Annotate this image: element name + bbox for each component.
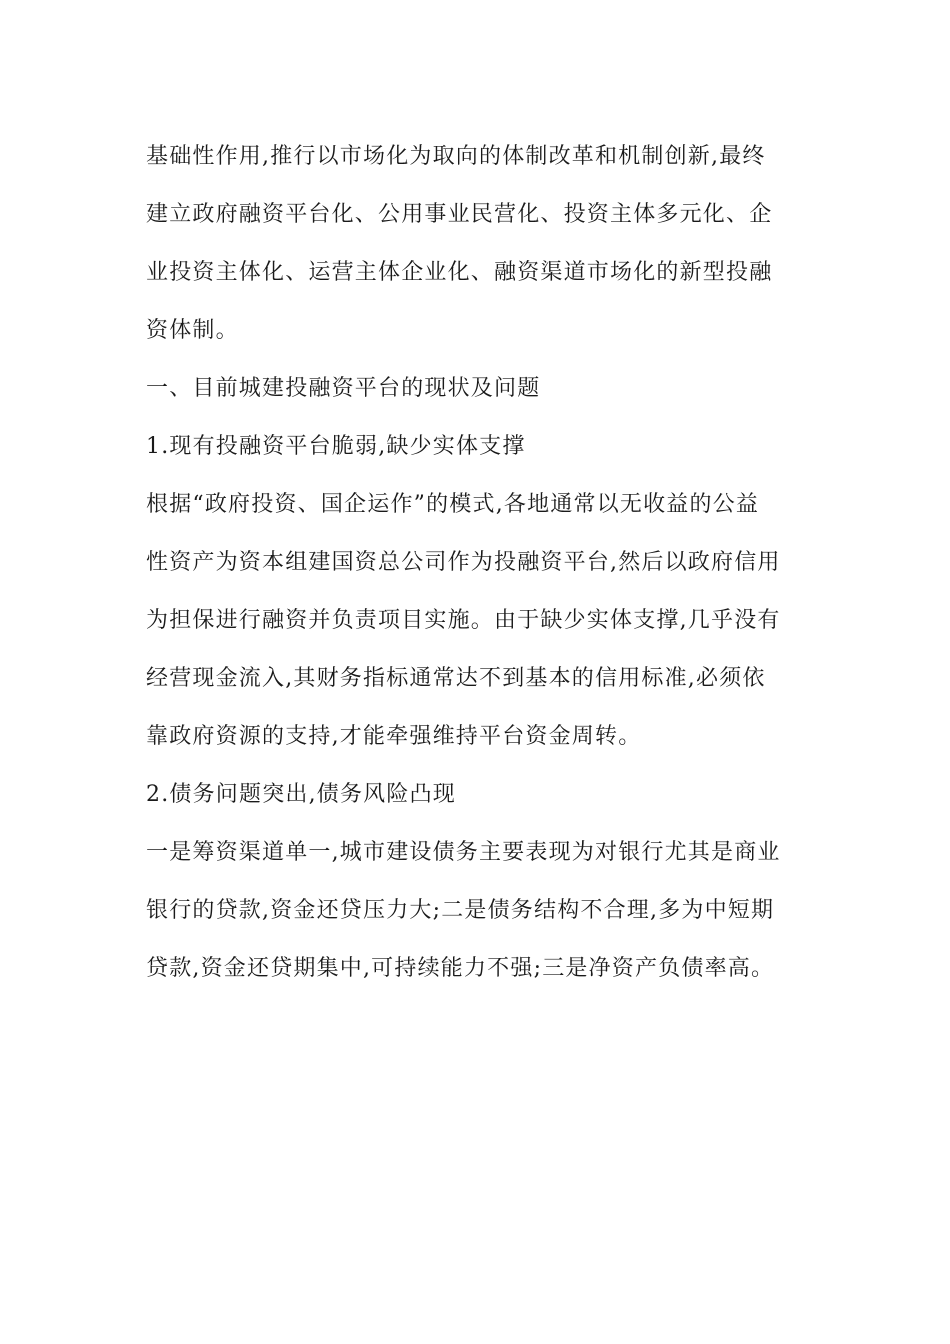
paragraph-line: 靠政府资源的支持,才能牵强维持平台资金周转。 bbox=[146, 724, 642, 749]
section-heading: 一、目前城建投融资平台的现状及问题 bbox=[146, 376, 541, 401]
paragraph-line: 基础性作用,推行以市场化为取向的体制改革和机制创新,最终 bbox=[146, 144, 766, 169]
paragraph-line: 根据“政府投资、国企运作”的模式,各地通常以无收益的公益 bbox=[146, 492, 760, 517]
subsection-heading: 1.现有投融资平台脆弱,缺少实体支撑 bbox=[146, 434, 526, 459]
paragraph-line: 一是筹资渠道单一,城市建设债务主要表现为对银行尤其是商业 bbox=[146, 840, 781, 865]
subsection-heading: 2.债务问题突出,债务风险凸现 bbox=[146, 782, 456, 807]
paragraph-line: 建立政府融资平台化、公用事业民营化、投资主体多元化、企 bbox=[146, 202, 773, 227]
paragraph-line: 为担保进行融资并负责项目实施。由于缺少实体支撑,几乎没有 bbox=[146, 608, 781, 633]
paragraph-line: 贷款,资金还贷期集中,可持续能力不强;三是净资产负债率高。 bbox=[146, 956, 775, 981]
paragraph-line: 银行的贷款,资金还贷压力大;二是债务结构不合理,多为中短期 bbox=[146, 898, 775, 923]
paragraph-line: 性资产为资本组建国资总公司作为投融资平台,然后以政府信用 bbox=[146, 550, 781, 575]
paragraph-line: 资体制。 bbox=[146, 318, 239, 343]
document-body bbox=[146, 128, 806, 998]
paragraph-line: 业投资主体化、运营主体企业化、融资渠道市场化的新型投融 bbox=[146, 260, 773, 285]
paragraph-line: 经营现金流入,其财务指标通常达不到基本的信用标准,必须依 bbox=[146, 666, 766, 691]
